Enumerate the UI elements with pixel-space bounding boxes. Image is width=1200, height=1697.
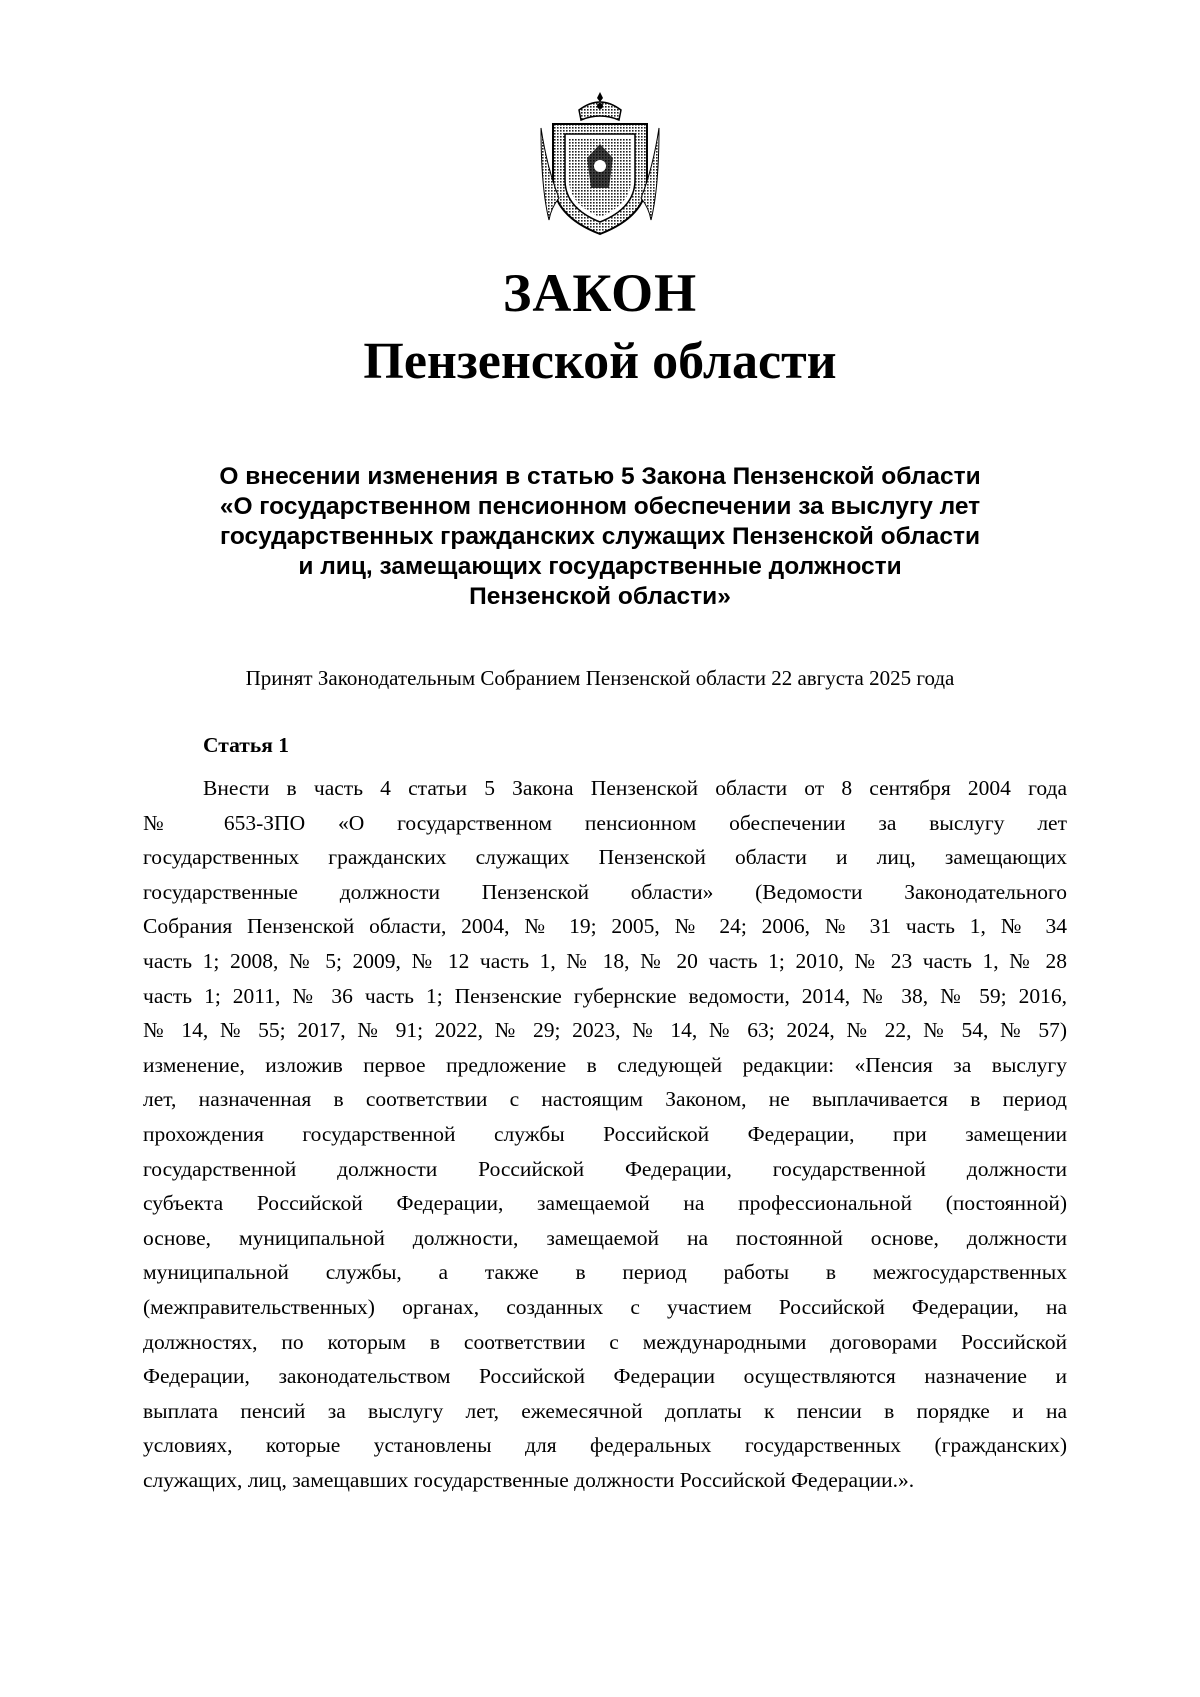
article-line: должностях, по которым в соответствии с международными договорами Российской bbox=[143, 1329, 1067, 1354]
subject-line: Пензенской области» bbox=[469, 583, 731, 610]
subject-line: О внесении изменения в статью 5 Закона Пензенской области bbox=[219, 463, 981, 490]
article-line: часть 1; 2011, № 36 часть 1; Пензенские губернские ведомости, 2014, № 38, № 59; 2016, bbox=[143, 983, 1067, 1008]
article-line: Собрания Пензенской области, 2004, № 19; 2005, № 24; 2006, № 31 часть 1, № 34 bbox=[143, 914, 1067, 939]
article-line: государственных гражданских служащих Пензенской области и лиц, замещающих bbox=[143, 845, 1067, 870]
article-line: государственные должности Пензенской области» (Ведомости Законодательного bbox=[143, 879, 1067, 904]
article-line: служащих, лиц, замещавших государственные должности Российской Федерации.». bbox=[143, 1467, 915, 1492]
article-line: изменение, изложив первое предложение в следующей редакции: «Пенсия за выслугу bbox=[143, 1052, 1067, 1077]
article-line: условиях, которые установлены для федеральных государственных (гражданских) bbox=[143, 1433, 1067, 1458]
subject-line: и лиц, замещающих государственные должности bbox=[298, 553, 902, 580]
document-subtitle: Пензенской области bbox=[363, 333, 837, 390]
article-line: часть 1; 2008, № 5; 2009, № 12 часть 1, № 18, № 20 часть 1; 2010, № 23 часть 1, № 28 bbox=[143, 948, 1067, 973]
coat-of-arms-emblem bbox=[539, 88, 661, 238]
article-line: Внести в часть 4 статьи 5 Закона Пензенской области от 8 сентября 2004 года bbox=[203, 776, 1067, 800]
article-line: № 653-ЗПО «О государственном пенсионном обеспечении за выслугу лет bbox=[143, 810, 1067, 835]
subject-line: государственных гражданских служащих Пензенской области bbox=[219, 523, 981, 550]
article-line: государственной должности Российской Федерации, государственной должности bbox=[143, 1156, 1067, 1181]
article-heading: Статья 1 bbox=[203, 733, 289, 757]
law-subject bbox=[120, 462, 1080, 612]
article-line: Федерации, законодательством Российской Федерации осуществляются назначение и bbox=[143, 1364, 1067, 1389]
article-line: муниципальной службы, а также в период работы в межгосударственных bbox=[143, 1260, 1067, 1285]
article-line: прохождения государственной службы Российской Федерации, при замещении bbox=[143, 1121, 1067, 1146]
article-line: выплата пенсий за выслугу лет, ежемесячной доплаты к пенсии в порядке и на bbox=[143, 1398, 1067, 1423]
document-title: ЗАКОН bbox=[502, 263, 698, 323]
article-line: основе, муниципальной должности, замещаемой на постоянной основе, должности bbox=[143, 1225, 1067, 1250]
article-body bbox=[143, 771, 1067, 1497]
article-line: (межправительственных) органах, созданных с участием Российской Федерации, на bbox=[143, 1294, 1067, 1319]
subject-line: «О государственном пенсионном обеспечении за выслугу лет bbox=[219, 493, 981, 520]
article-line: субъекта Российской Федерации, замещаемой на профессиональной (постоянной) bbox=[143, 1191, 1067, 1216]
adoption-statement: Принят Законодательным Собранием Пензенской области 22 августа 2025 года bbox=[245, 666, 955, 690]
article-line: лет, назначенная в соответствии с настоящим Законом, не выплачивается в период bbox=[143, 1087, 1067, 1112]
article-line: № 14, № 55; 2017, № 91; 2022, № 29; 2023, № 14, № 63; 2024, № 22, № 54, № 57) bbox=[143, 1018, 1067, 1043]
